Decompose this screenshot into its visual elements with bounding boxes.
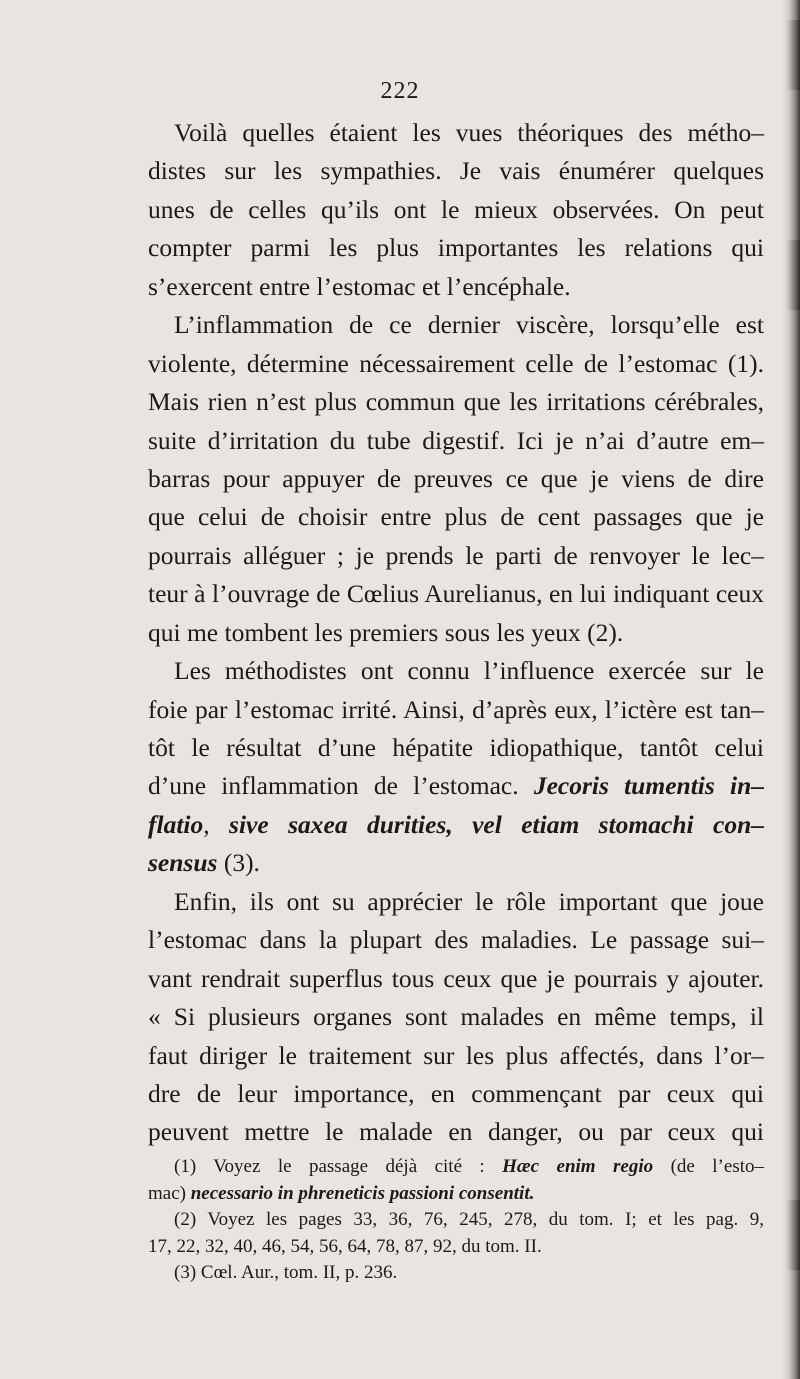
text-run: (3). <box>217 848 260 878</box>
text-line: Voilà quelles étaient les vues théoriques des métho– <box>174 118 764 147</box>
text-line: « Si plusieurs organes sont malades en même temps, il <box>148 1002 764 1032</box>
latin-quote: flatio <box>148 809 204 839</box>
footnote-line: 17, 22, 32, 40, 46, 54, 56, 64, 78, 87, 92, du tom. II. <box>148 1235 542 1257</box>
latin-quote: Hæc enim regio <box>502 1156 654 1177</box>
text-run: (1) Voyez le passage déjà cité : <box>174 1156 485 1177</box>
latin-quote: sive saxea durities, vel etiam stomachi con– <box>229 809 764 839</box>
text-line: Les méthodistes ont connu l’influence exercée sur le <box>174 656 764 686</box>
page-number: 222 <box>380 78 420 104</box>
latin-quote: Jecoris tumentis in– <box>533 771 765 801</box>
text-line: barras pour appuyer de preuves ce que je viens de dire <box>148 463 764 493</box>
spine-shadow-mark <box>786 240 800 310</box>
text-line: Mais rien n’est plus commun que les irritations cérébrales, <box>148 387 764 417</box>
text-run: d’une inflammation de l’estomac. <box>148 771 519 801</box>
text-line: Enfin, ils ont su apprécier le rôle important que joue <box>174 886 764 916</box>
text-line: unes de celles qu’ils ont le mieux observées. On peut <box>148 194 764 224</box>
text-line: que celui de choisir entre plus de cent passages que je <box>148 502 764 532</box>
text-line: foie par l’estomac irrité. Ainsi, d’après eux, l’ictère est tan– <box>148 694 764 724</box>
footnote-line <box>148 1154 764 1181</box>
spine-shadow-mark <box>786 1200 800 1270</box>
text-line: compter parmi les plus importantes les relations qui <box>148 233 764 263</box>
text-line: l’estomac dans la plupart des maladies. Le passage sui– <box>148 925 764 955</box>
text-line: suite d’irritation du tube digestif. Ici je n’ai d’autre em– <box>148 425 764 455</box>
text-line: qui me tombent les premiers sous les yeux (2). <box>148 617 624 647</box>
text-line: vant rendrait superflus tous ceux que je pourrais y ajouter. <box>148 963 764 993</box>
text-line: violente, détermine nécessairement celle de l’estomac (1). <box>148 348 764 378</box>
body-text <box>148 114 764 1152</box>
footnote-line: (2) Voyez les pages 33, 36, 76, 245, 278, du tom. I; et les pag. 9, <box>174 1209 764 1231</box>
footnotes <box>148 1154 764 1287</box>
text-run: mac) <box>148 1182 186 1204</box>
text-line: s’exercent entre l’estomac et l’encéphale. <box>148 271 571 301</box>
text-line: dre de leur importance, en commençant par ceux qui <box>148 1078 764 1108</box>
text-line: teur à l’ouvrage de Cœlius Aurelianus, en lui indiquant ceux <box>148 579 764 609</box>
text-line: distes sur les sympathies. Je vais énumérer quelques <box>148 156 764 186</box>
latin-quote: sensus <box>148 848 218 878</box>
latin-quote: necessario in phreneticis passioni consentit. <box>190 1182 535 1204</box>
book-spine-shadow <box>782 0 800 1379</box>
footnote-line <box>148 1181 764 1208</box>
text-line <box>148 844 764 882</box>
text-line: peuvent mettre le malade en danger, ou par ceux qui <box>148 1117 764 1147</box>
text-run: , <box>203 809 230 839</box>
text-line <box>148 806 764 844</box>
text-line: faut diriger le traitement sur les plus affectés, dans l’or– <box>148 1040 764 1070</box>
text-line: pourrais alléguer ; je prends le parti de renvoyer le lec– <box>148 540 764 570</box>
text-line: L’inflammation de ce dernier viscère, lorsqu’elle est <box>174 310 764 340</box>
text-line <box>148 767 764 805</box>
text-run: (de l’esto– <box>670 1156 764 1177</box>
footnote-line: (3) Cœl. Aur., tom. II, p. 236. <box>174 1262 398 1284</box>
text-line: tôt le résultat d’une hépatite idiopathique, tantôt celui <box>148 733 764 762</box>
